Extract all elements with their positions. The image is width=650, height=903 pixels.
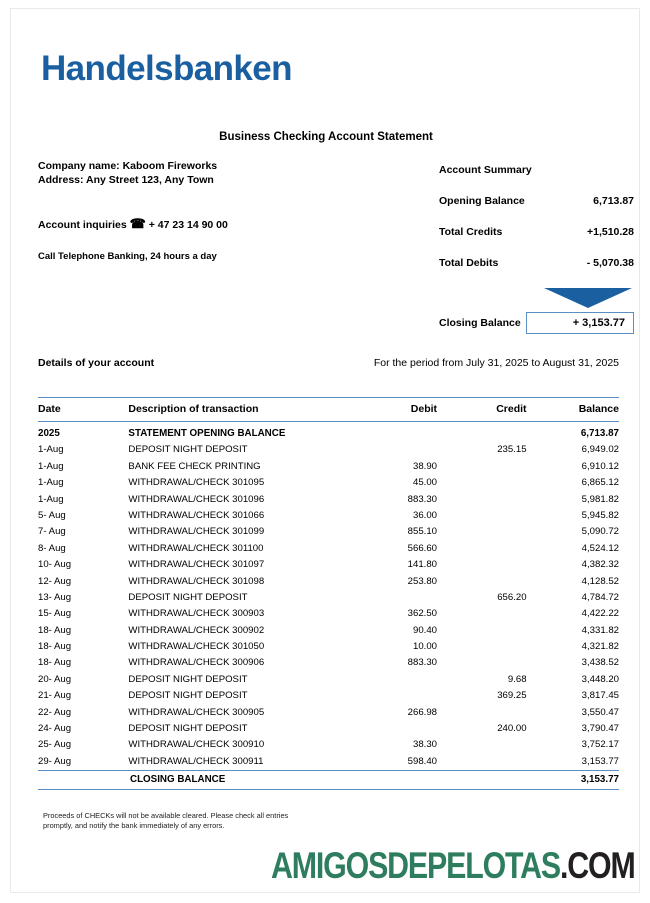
closing-balance-label: Closing Balance xyxy=(439,317,521,329)
table-row xyxy=(38,705,619,721)
table-row xyxy=(38,655,619,671)
closing-balance-row xyxy=(38,771,619,789)
watermark-logo xyxy=(271,845,635,887)
table-row xyxy=(38,442,619,458)
table-row xyxy=(38,541,619,557)
cell-date: 8- Aug xyxy=(38,542,66,554)
cell-date: 7- Aug xyxy=(38,526,66,538)
summary-row-closing-balance xyxy=(439,312,634,334)
cell-debit: 566.60 xyxy=(407,542,438,554)
summary-label: Total Debits xyxy=(439,257,499,269)
cell-date: 29- Aug xyxy=(38,755,72,767)
cell-debit: 362.50 xyxy=(407,608,438,620)
cell-description: WITHDRAWAL/CHECK 300911 xyxy=(128,755,264,767)
cell-balance: 5,981.82 xyxy=(581,493,619,505)
summary-row-total-credits xyxy=(439,226,634,238)
cell-balance: 3,438.52 xyxy=(581,657,619,669)
account-inquiries-line xyxy=(38,217,228,232)
cell-credit xyxy=(443,475,531,491)
cell-balance: 3,790.47 xyxy=(581,723,619,735)
watermark-tld: .COM xyxy=(560,845,635,886)
cell-credit: 656.20 xyxy=(497,591,527,603)
cell-date: 18- Aug xyxy=(38,657,72,669)
column-header-credit: Credit xyxy=(496,403,527,415)
cell-date: 5- Aug xyxy=(38,509,66,521)
cell-credit xyxy=(443,655,531,671)
page-title: Business Checking Account Statement xyxy=(219,131,433,143)
table-header-row xyxy=(38,398,619,421)
table-row xyxy=(38,475,619,491)
cell-description: WITHDRAWAL/CHECK 300906 xyxy=(128,657,265,669)
cell-balance: 5,090.72 xyxy=(581,526,619,538)
cell-credit xyxy=(443,508,531,524)
cell-date: 20- Aug xyxy=(38,673,72,685)
cell-date: 21- Aug xyxy=(38,690,72,702)
phone-number: + 47 23 14 90 00 xyxy=(148,219,228,231)
column-header-date: Date xyxy=(38,403,61,415)
cell-debit xyxy=(345,590,443,606)
cell-date: 15- Aug xyxy=(38,608,72,620)
cell-description: WITHDRAWAL/CHECK 300905 xyxy=(128,706,265,718)
cell-description: WITHDRAWAL/CHECK 301050 xyxy=(128,641,265,653)
statement-period: For the period from July 31, 2025 to August 31, 2025 xyxy=(373,357,619,369)
details-header xyxy=(38,357,619,369)
table-row xyxy=(38,737,619,753)
cell-debit: 10.00 xyxy=(413,641,438,653)
cell-debit: 883.30 xyxy=(407,657,438,669)
cell-debit: 598.40 xyxy=(407,755,438,767)
cell-credit: 235.15 xyxy=(497,444,527,456)
cell-description: BANK FEE CHECK PRINTING xyxy=(128,460,261,472)
cell-balance: 3,550.47 xyxy=(581,706,619,718)
cell-description: WITHDRAWAL/CHECK 301095 xyxy=(128,477,265,489)
cell-balance: 3,817.45 xyxy=(581,690,619,702)
cell-date: 1-Aug xyxy=(38,477,64,489)
table-row xyxy=(38,623,619,639)
cell-date: 25- Aug xyxy=(38,739,72,751)
cell-date: 22- Aug xyxy=(38,706,72,718)
cell-balance: 4,422.22 xyxy=(581,608,619,620)
cell-description: WITHDRAWAL/CHECK 301098 xyxy=(128,575,265,587)
column-header-balance: Balance xyxy=(578,403,619,415)
closing-row-debit xyxy=(350,771,444,789)
cell-credit xyxy=(443,524,531,540)
summary-value: - 5,070.38 xyxy=(586,257,634,269)
table-row xyxy=(38,426,619,442)
cell-debit: 38.30 xyxy=(413,739,438,751)
customer-info-block xyxy=(38,159,228,264)
closing-bottom-rule xyxy=(38,789,619,790)
cell-balance: 6,713.87 xyxy=(580,428,619,439)
cell-credit: 9.68 xyxy=(507,673,527,685)
cell-balance: 5,945.82 xyxy=(581,509,619,521)
cell-debit: 141.80 xyxy=(407,559,438,571)
cell-description: DEPOSIT NIGHT DEPOSIT xyxy=(128,723,248,735)
cell-date: 13- Aug xyxy=(38,591,72,603)
closing-row-date xyxy=(38,771,130,789)
cell-debit: 36.00 xyxy=(413,509,438,521)
cell-balance: 4,784.72 xyxy=(581,591,619,603)
summary-row-opening-balance xyxy=(439,195,634,207)
cell-credit: 369.25 xyxy=(497,690,527,702)
cell-balance: 6,910.12 xyxy=(581,460,619,472)
cell-balance: 4,382.32 xyxy=(581,559,619,571)
summary-value: 6,713.87 xyxy=(593,195,634,207)
arrow-container xyxy=(439,288,634,308)
cell-credit xyxy=(443,705,531,721)
address-line: Address: Any Street 123, Any Town xyxy=(38,174,214,186)
cell-balance: 6,865.12 xyxy=(581,477,619,489)
cell-credit xyxy=(443,574,531,590)
closing-balance-value: + 3,153.77 xyxy=(526,312,634,334)
account-summary-title: Account Summary xyxy=(439,164,532,176)
chevron-down-icon xyxy=(544,288,632,308)
cell-debit xyxy=(345,672,443,688)
statement-content xyxy=(33,9,635,892)
cell-credit xyxy=(443,557,531,573)
cell-date: 2025 xyxy=(38,428,60,439)
cell-debit xyxy=(345,442,443,458)
cell-date: 18- Aug xyxy=(38,641,72,653)
table-row xyxy=(38,590,619,606)
details-heading: Details of your account xyxy=(38,357,155,369)
summary-value: +1,510.28 xyxy=(586,226,634,238)
cell-date: 1-Aug xyxy=(38,493,64,505)
cell-date: 1-Aug xyxy=(38,460,64,472)
cell-debit xyxy=(345,721,443,737)
cell-credit xyxy=(443,426,531,442)
cell-description: WITHDRAWAL/CHECK 301097 xyxy=(128,559,265,571)
cell-description: DEPOSIT NIGHT DEPOSIT xyxy=(128,673,248,685)
cell-date: 1-Aug xyxy=(38,444,64,456)
cell-date: 10- Aug xyxy=(38,559,72,571)
company-name-line: Company name: Kaboom Fireworks xyxy=(38,160,218,172)
cell-debit: 883.30 xyxy=(407,493,438,505)
cell-credit xyxy=(443,606,531,622)
info-spacer xyxy=(38,187,228,217)
transactions-table xyxy=(38,397,619,790)
cell-balance: 3,448.20 xyxy=(581,673,619,685)
cell-debit: 253.80 xyxy=(407,575,438,587)
cell-balance: 4,128.52 xyxy=(581,575,619,587)
telephone-banking-hours: Call Telephone Banking, 24 hours a day xyxy=(38,251,217,262)
cell-debit: 90.40 xyxy=(413,624,438,636)
cell-description: WITHDRAWAL/CHECK 301066 xyxy=(128,509,265,521)
cell-credit: 240.00 xyxy=(497,723,527,735)
cell-description: DEPOSIT NIGHT DEPOSIT xyxy=(128,690,248,702)
cell-debit: 266.98 xyxy=(407,706,438,718)
table-row xyxy=(38,574,619,590)
cell-credit xyxy=(443,623,531,639)
cell-debit: 38.90 xyxy=(413,460,438,472)
cell-credit xyxy=(443,492,531,508)
cell-credit xyxy=(443,754,531,770)
statement-page xyxy=(10,8,640,893)
bank-logo: Handelsbanken xyxy=(41,49,292,88)
cell-balance: 4,524.12 xyxy=(581,542,619,554)
cell-balance: 3,752.17 xyxy=(581,739,619,751)
table-row xyxy=(38,688,619,704)
table-row xyxy=(38,524,619,540)
table-row xyxy=(38,639,619,655)
column-header-debit: Debit xyxy=(410,403,438,415)
cell-balance: 3,153.77 xyxy=(581,755,619,767)
cell-date: 18- Aug xyxy=(38,624,72,636)
footer-disclaimer: Proceeds of CHECKs will not be available cleared. Please check all entries promptly, and notify the bank immediately of any errors. xyxy=(43,811,289,830)
closing-row-description: CLOSING BALANCE xyxy=(130,774,226,786)
closing-row-balance: 3,153.77 xyxy=(580,774,619,786)
cell-balance: 4,321.82 xyxy=(581,641,619,653)
cell-description: STATEMENT OPENING BALANCE xyxy=(128,428,286,439)
cell-description: WITHDRAWAL/CHECK 301100 xyxy=(128,542,264,554)
table-row xyxy=(38,672,619,688)
cell-balance: 6,949.02 xyxy=(581,444,619,456)
cell-description: DEPOSIT NIGHT DEPOSIT xyxy=(128,444,248,456)
cell-description: WITHDRAWAL/CHECK 300902 xyxy=(128,624,265,636)
cell-debit: 45.00 xyxy=(413,477,438,489)
cell-description: WITHDRAWAL/CHECK 301096 xyxy=(128,493,265,505)
cell-debit xyxy=(345,688,443,704)
table-row xyxy=(38,606,619,622)
cell-description: WITHDRAWAL/CHECK 300910 xyxy=(128,739,265,751)
table-body xyxy=(38,422,619,770)
table-row xyxy=(38,754,619,770)
cell-description: DEPOSIT NIGHT DEPOSIT xyxy=(128,591,248,603)
cell-description: WITHDRAWAL/CHECK 300903 xyxy=(128,608,265,620)
cell-debit: 855.10 xyxy=(407,526,438,538)
cell-date: 24- Aug xyxy=(38,723,72,735)
table-row xyxy=(38,492,619,508)
cell-description: WITHDRAWAL/CHECK 301099 xyxy=(128,526,265,538)
watermark-name: AMIGOSDEPELOTAS xyxy=(271,845,561,886)
table-row xyxy=(38,459,619,475)
cell-credit xyxy=(443,639,531,655)
summary-label: Total Credits xyxy=(439,226,503,238)
telephone-icon: ☎ xyxy=(129,216,146,231)
cell-credit xyxy=(443,541,531,557)
table-row xyxy=(38,557,619,573)
account-summary xyxy=(439,164,634,334)
table-row xyxy=(38,721,619,737)
cell-credit xyxy=(443,459,531,475)
cell-debit xyxy=(345,426,443,442)
summary-row-total-debits xyxy=(439,257,634,269)
account-inquiries-label: Account inquiries xyxy=(38,219,127,231)
table-row xyxy=(38,508,619,524)
cell-credit xyxy=(443,737,531,753)
closing-row-credit xyxy=(444,771,529,789)
column-header-description: Description of transaction xyxy=(128,403,259,415)
summary-label: Opening Balance xyxy=(439,195,525,207)
cell-date: 12- Aug xyxy=(38,575,72,587)
cell-balance: 4,331.82 xyxy=(581,624,619,636)
